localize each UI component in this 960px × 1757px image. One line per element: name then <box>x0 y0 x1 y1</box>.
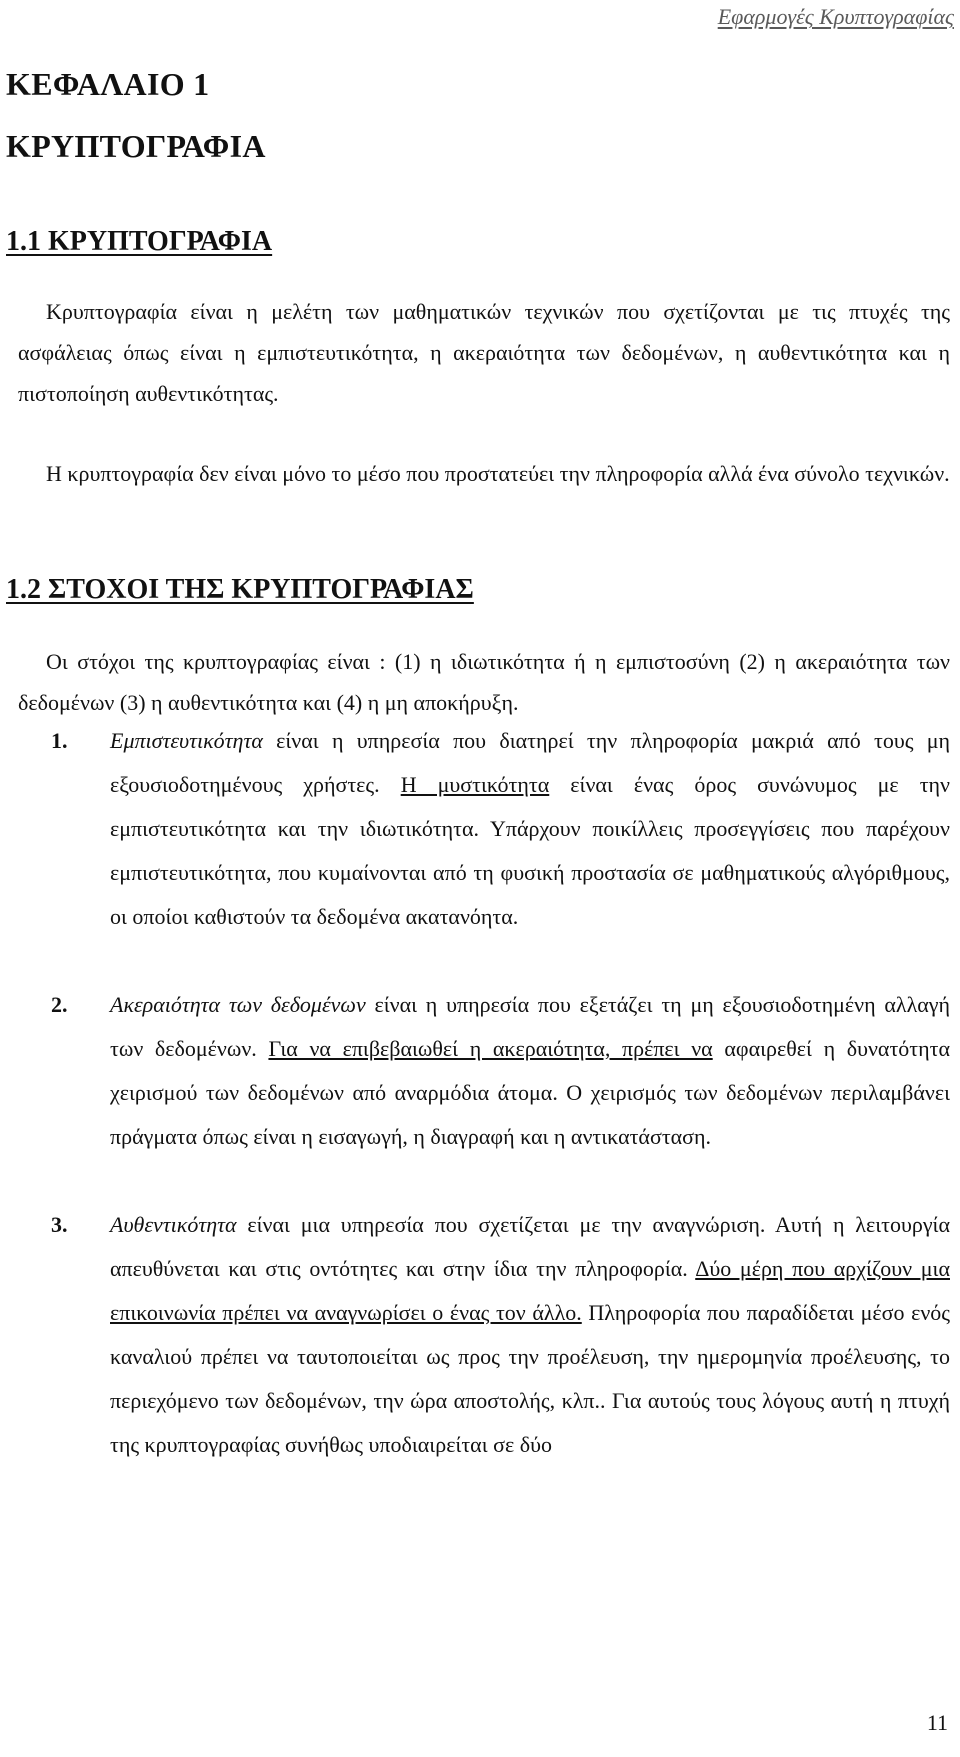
goal-item-2-body <box>110 983 950 1159</box>
running-header: Εφαρμογές Κρυπτογραφίας <box>717 4 954 29</box>
goal-item-3-text-a: είναι μια υπηρεσία που σχετίζεται με την αναγνώριση. Αυτή η λειτουργία απευθύνεται και στις οντότητες και στην ίδια την πληροφορία. <box>110 1212 950 1281</box>
goal-item-1-emphasis: Η μυστικότητα <box>400 772 550 797</box>
goal-item-1-text-a: είναι η υπηρεσία που διατηρεί την πληροφορία μακριά από τους μη εξουσιοδοτημένους χρήστες. <box>110 728 950 797</box>
goal-item-3-term: Αυθεντικότητα <box>110 1212 237 1237</box>
chapter-number: ΚΕΦΑΛΑΙΟ 1 <box>6 66 210 102</box>
goal-item-2-term: Ακεραιότητα των δεδομένων <box>110 992 366 1017</box>
goal-item-3-text-b: Πληροφορία που παραδίδεται μέσο ενός καναλιού πρέπει να ταυτοποιείται ως προς την προέλευση, την ημερομηνία προέλευσης, το περιεχόμενο των δεδομένων, την ώρα αποστολής, κλπ.. Για αυτούς τους λόγους αυτή η πτυχή της κρυπτογραφίας συνήθως υποδιαιρείται σε δύο <box>110 1300 950 1457</box>
goal-item-3 <box>18 1203 950 1467</box>
goal-item-2-text-a: είναι η υπηρεσία που εξετάζει τη μη εξουσιοδοτημένη αλλαγή των δεδομένων. <box>110 992 951 1061</box>
chapter-title: ΚΡΥΠΤΟΓΡΑΦΙΑ <box>6 128 266 164</box>
section-1-title: 1.1 ΚΡΥΠΤΟΓΡΑΦΙΑ <box>6 226 273 257</box>
section-2-intro: Οι στόχοι της κρυπτογραφίας είναι : (1) η ιδιωτικότητα ή η εμπιστοσύνη (2) η ακεραιότητα των δεδομένων (3) η αυθεντικότητα και (4) η μη αποκήρυξη. <box>18 649 950 715</box>
section-2-title: 1.2 ΣΤΟΧΟΙ ΤΗΣ ΚΡΥΠΤΟΓΡΑΦΙΑΣ <box>6 574 474 605</box>
goal-item-1-body <box>110 719 950 939</box>
goal-item-2-number: 2. <box>51 992 68 1017</box>
goal-item-2-emphasis: Για να επιβεβαιωθεί η ακεραιότητα, πρέπει να <box>268 1036 713 1061</box>
page-number: 11 <box>926 1710 948 1735</box>
goal-item-3-emphasis: Δύο μέρη που αρχίζουν μια επικοινωνία πρέπει να αναγνωρίσει ο ένας τον άλλο. <box>110 1256 950 1325</box>
goal-item-3-number: 3. <box>51 1212 68 1237</box>
goal-item-3-body <box>110 1203 950 1467</box>
goal-item-1 <box>18 719 950 939</box>
goal-item-2 <box>18 983 950 1159</box>
goal-item-2-text-b: αφαιρεθεί η δυνατότητα χειρισμού των δεδομένων από αναρμόδια άτομα. Ο χειρισμός των δεδομένων περιλαμβάνει πράγματα όπως είναι η εισαγωγή, η διαγραφή και η αντικατάσταση. <box>110 1036 950 1149</box>
goal-item-1-text-b: είναι ένας όρος συνώνυμος με την εμπιστευτικότητα και την ιδιωτικότητα. Υπάρχουν ποικίλλεις προσεγγίσεις που παρέχουν εμπιστευτικότητα, που κυμαίνονται από τη φυσική προστασία σε μαθηματικούς αλγόριθμους, οι οποίοι καθιστούν τα δεδομένα ακατανόητα. <box>110 772 950 929</box>
goal-item-1-number: 1. <box>51 728 68 753</box>
goal-item-1-term: Εμπιστευτικότητα <box>110 728 263 753</box>
section-1-paragraph-2: Η κρυπτογραφία δεν είναι μόνο το μέσο που προστατεύει την πληροφορία αλλά ένα σύνολο τεχνικών. <box>46 461 950 486</box>
section-1-paragraph-1: Κρυπτογραφία είναι η μελέτη των μαθηματικών τεχνικών που σχετίζονται με τις πτυχές της ασφάλειας όπως είναι η εμπιστευτικότητα, η ακεραιότητα των δεδομένων, η αυθεντικότητα και η πιστοποίηση αυθεντικότητας. <box>18 299 950 406</box>
